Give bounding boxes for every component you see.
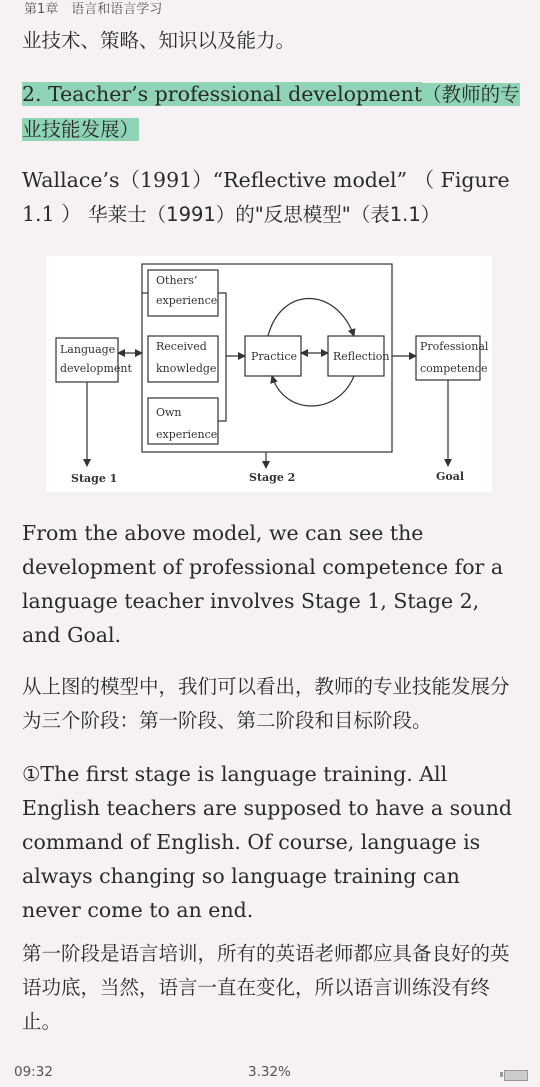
clock: 09:32: [14, 1064, 53, 1080]
label-competence: competence: [420, 362, 488, 375]
paragraph-intro: 业技术、策略、知识以及能力。: [22, 29, 296, 52]
paragraph-model-zh: 从上图的模型中，我们可以看出，教师的专业技能发展分为三个阶段：第一阶段、第二阶段和目标阶段。: [22, 675, 510, 732]
cycle-top: [268, 299, 354, 337]
label-own-experience: experience: [156, 428, 218, 441]
label-stage1: Stage 1: [71, 472, 118, 485]
figure-caption: [22, 163, 520, 232]
label-practice: Practice: [251, 350, 297, 363]
label-knowledge: knowledge: [156, 362, 217, 375]
paragraph-stage1-zh: 第一阶段是语言培训，所有的英语老师都应具备良好的英语功底，当然，语言一直在变化，所以语言训练没有终止。: [22, 942, 510, 1033]
label-stage2: Stage 2: [249, 471, 296, 484]
label-received: Received: [156, 340, 207, 353]
label-others: Others’: [156, 274, 198, 287]
reading-progress: 3.32%: [248, 1064, 291, 1080]
battery-tip: [500, 1072, 503, 1077]
label-reflection: Reflection: [333, 350, 390, 363]
reflective-model-figure: [46, 256, 492, 492]
label-development: development: [60, 362, 132, 375]
label-others-experience: experience: [156, 294, 218, 307]
label-goal: Goal: [436, 470, 465, 483]
battery-icon: [504, 1070, 528, 1081]
bracket-right: [218, 293, 226, 421]
reader-header: [0, 0, 540, 20]
paragraph-model-en: From the above model, we can see the development of professional competence for a language teacher involves Stage 1, Stage 2, and Goal.: [22, 521, 504, 647]
caption-zh: 华莱士（1991）的"反思模型"（表1.1）: [88, 203, 441, 226]
label-language: Language: [60, 343, 116, 356]
paragraph-stage1-en: ①The first stage is language training. All English teachers are supposed to have a sound command of English. Of course, language is always changing so language training can never come to an end.: [22, 762, 513, 922]
section-heading: [22, 77, 520, 147]
heading-en: 2. Teacher’s professional development: [22, 82, 423, 106]
reader-footer: [0, 1058, 540, 1087]
label-professional: Professional: [420, 340, 489, 353]
reflective-model-diagram: [46, 256, 492, 492]
heading-zh: （教师的专业技能发展）: [22, 83, 520, 141]
cycle-bottom: [272, 376, 354, 406]
caption-en: Wallace’s（1991）“Reflective model” （ Figure 1.1 ）: [22, 168, 510, 226]
label-own: Own: [156, 406, 182, 419]
chapter-title: 第1章 语言和语言学习: [24, 2, 163, 17]
